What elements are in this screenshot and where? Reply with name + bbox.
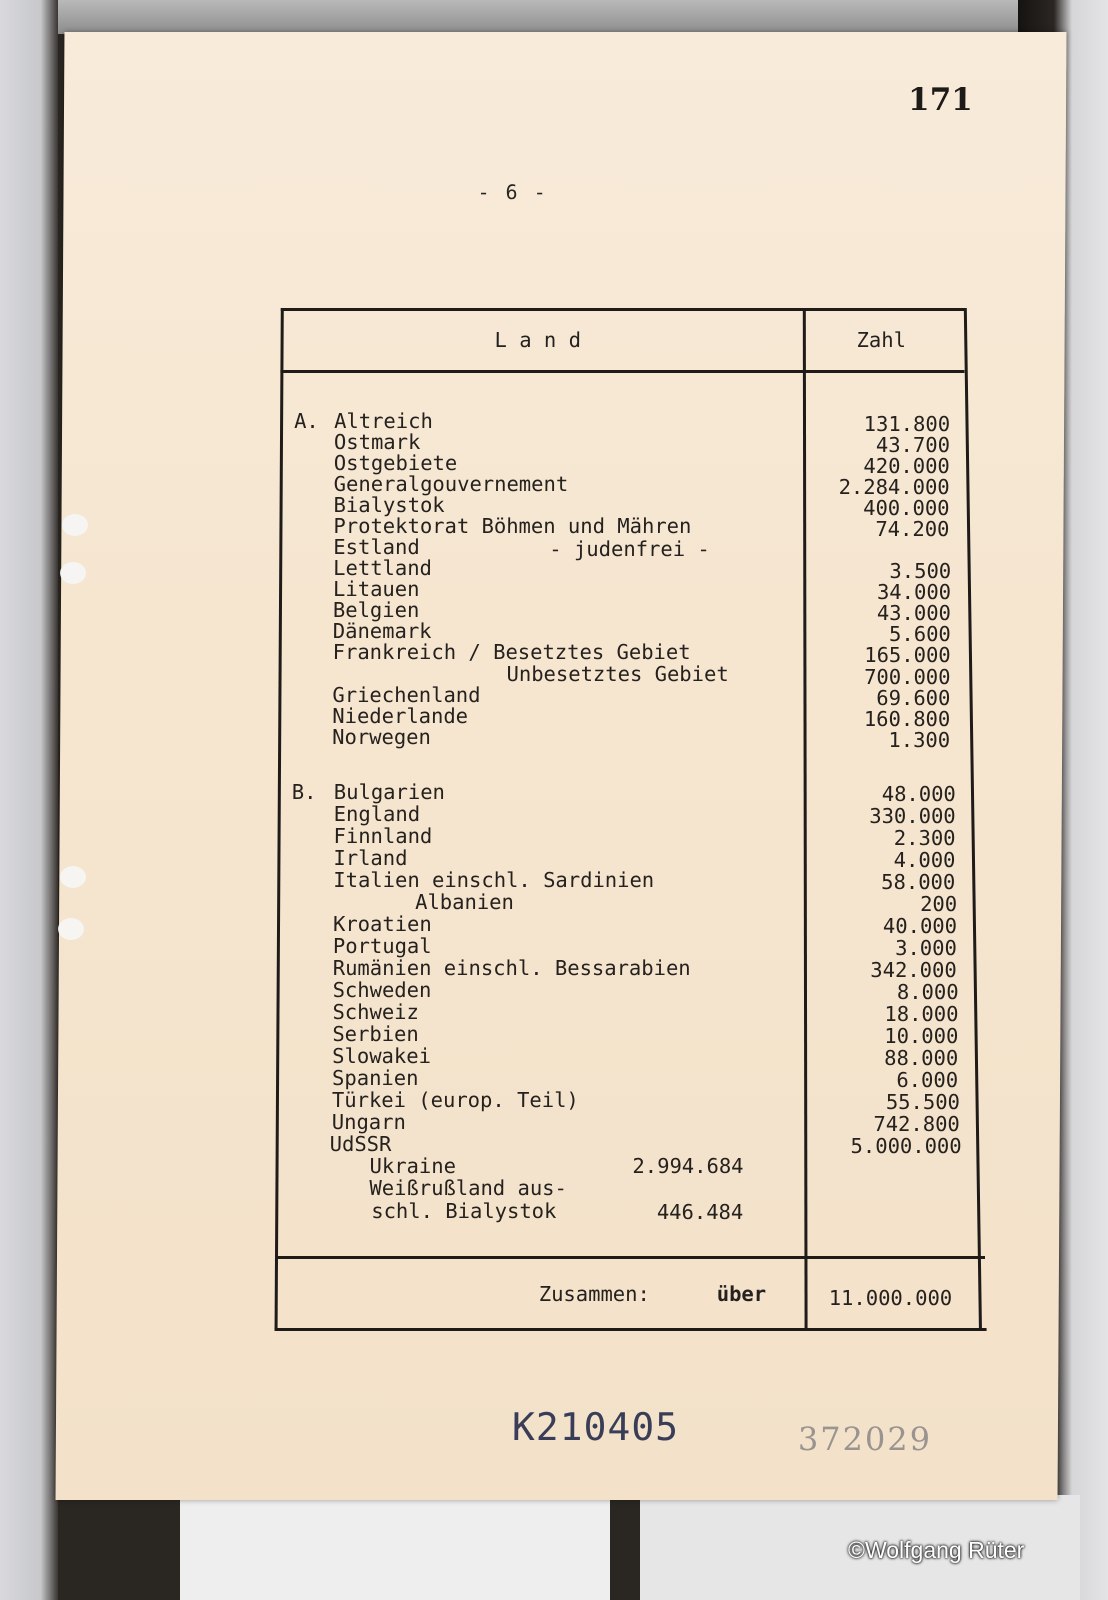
zahl-cell: 43.000: [876, 601, 952, 625]
table-border-right: [964, 308, 982, 1330]
land-cell: Niederlande: [332, 704, 469, 728]
udssr-sub-zahl: 2.994.684: [632, 1154, 744, 1178]
statistics-table: [275, 308, 971, 1333]
land-cell: Rumänien einschl. Bessarabien: [332, 956, 691, 980]
land-cell: Generalgouvernement: [333, 472, 569, 496]
land-cell: Frankreich / Besetztes Gebiet: [332, 640, 691, 664]
section-a-label: A.: [294, 409, 319, 433]
land-cell: Litauen: [333, 577, 420, 601]
land-cell: Unbesetztes Gebiet: [506, 662, 729, 686]
table-border-top: [281, 308, 965, 311]
land-cell: Altreich: [334, 409, 433, 433]
zahl-cell: 5.000.000: [850, 1134, 962, 1158]
land-cell: Schweden: [332, 978, 432, 1002]
land-cell: Finnland: [333, 824, 433, 848]
land-cell: Estland: [333, 535, 420, 559]
land-cell: Kroatien: [332, 912, 432, 936]
zahl-cell: 43.700: [875, 433, 951, 457]
land-cell: Slowakei: [332, 1044, 432, 1068]
land-cell: Bulgarien: [333, 780, 446, 804]
udssr-sub-zahl: 446.484: [656, 1200, 744, 1224]
punch-hole: [62, 514, 88, 536]
land-cell: Irland: [333, 846, 408, 870]
zahl-cell: 10.000: [884, 1024, 959, 1048]
zahl-cell: 3.500: [889, 559, 952, 583]
land-cell: UdSSR: [329, 1132, 392, 1156]
zahl-cell: 342.000: [870, 958, 957, 982]
land-cell: Belgien: [332, 598, 420, 622]
zahl-cell: 165.000: [864, 643, 951, 667]
zahl-cell: 18.000: [884, 1002, 959, 1026]
table-total-divider: [275, 1256, 985, 1259]
udssr-sub-land: Weißrußland aus-: [369, 1176, 567, 1200]
land-cell: Dänemark: [332, 619, 432, 643]
zahl-cell: 330.000: [869, 804, 956, 828]
page-marker: - 6 -: [477, 180, 548, 204]
land-note: - judenfrei -: [549, 537, 710, 561]
photo-copyright: ©Wolfgang Rüter: [848, 1537, 1025, 1563]
background-left: [0, 0, 58, 1600]
zahl-cell: 160.800: [863, 707, 951, 731]
land-cell: Schweiz: [332, 1000, 419, 1024]
zahl-cell: 6.000: [896, 1068, 959, 1092]
land-cell: Türkei (europ. Teil): [331, 1088, 579, 1112]
zahl-cell: 700.000: [864, 665, 951, 689]
zahl-cell: 5.600: [889, 622, 951, 646]
zahl-cell: 88.000: [884, 1046, 959, 1070]
section-b-label: B.: [291, 780, 317, 804]
land-cell: Bialystok: [333, 493, 445, 517]
udssr-sub-land: schl. Bialystok: [371, 1199, 557, 1223]
punch-hole: [60, 562, 86, 584]
archive-stamp-number: K210405: [511, 1405, 680, 1449]
land-cell: Serbien: [332, 1022, 419, 1046]
page-number: 171: [907, 82, 973, 118]
background-top: [0, 0, 1108, 34]
zahl-cell: 3.000: [895, 936, 957, 960]
punch-hole: [60, 866, 86, 888]
land-cell: Norwegen: [332, 725, 432, 749]
zahl-cell: 420.000: [863, 454, 950, 478]
header-land: L a n d: [494, 328, 582, 352]
table-border-left: [275, 308, 284, 1330]
land-cell: Albanien: [415, 890, 514, 914]
land-cell: England: [333, 802, 421, 826]
zahl-cell: 2.284.000: [838, 475, 950, 499]
udssr-sub-land: Ukraine: [369, 1154, 457, 1178]
zahl-cell: 4.000: [893, 848, 956, 872]
total-label: Zusammen:: [538, 1282, 650, 1306]
land-cell: Griechenland: [332, 683, 481, 707]
zahl-cell: 400.000: [863, 496, 950, 520]
zahl-cell: 200: [920, 892, 958, 916]
zahl-cell: 55.500: [885, 1090, 961, 1114]
punch-hole: [58, 918, 84, 940]
zahl-cell: 131.800: [863, 412, 951, 436]
header-zahl: Zahl: [856, 328, 907, 352]
archive-stamp-number-faded: 372029: [797, 1420, 933, 1458]
total-qualifier: über: [716, 1282, 767, 1306]
land-cell: Ungarn: [331, 1110, 406, 1134]
table-border-bottom: [275, 1328, 987, 1331]
land-cell: Ostmark: [333, 430, 421, 454]
table-header-divider: [280, 370, 964, 373]
zahl-cell: 1.300: [888, 728, 951, 752]
land-cell: Portugal: [332, 934, 432, 958]
zahl-cell: 69.600: [876, 686, 951, 710]
land-cell: Ostgebiete: [333, 451, 458, 475]
land-cell: Spanien: [332, 1066, 419, 1090]
land-cell: Italien einschl. Sardinien: [333, 868, 655, 892]
zahl-cell: 2.300: [893, 826, 956, 850]
zahl-cell: 34.000: [876, 580, 952, 604]
zahl-cell: 40.000: [882, 914, 958, 938]
zahl-cell: 742.800: [873, 1112, 960, 1136]
zahl-cell: 58.000: [881, 870, 956, 894]
zahl-cell: 74.200: [875, 517, 950, 541]
total-value: 11.000.000: [828, 1286, 953, 1310]
background-bottom-panel: [180, 1495, 610, 1600]
land-cell: Protektorat Böhmen und Mähren: [333, 514, 692, 538]
zahl-cell: 48.000: [881, 782, 956, 806]
land-cell: Lettland: [333, 556, 433, 580]
document-page: [56, 32, 1067, 1500]
zahl-cell: 8.000: [896, 980, 959, 1004]
